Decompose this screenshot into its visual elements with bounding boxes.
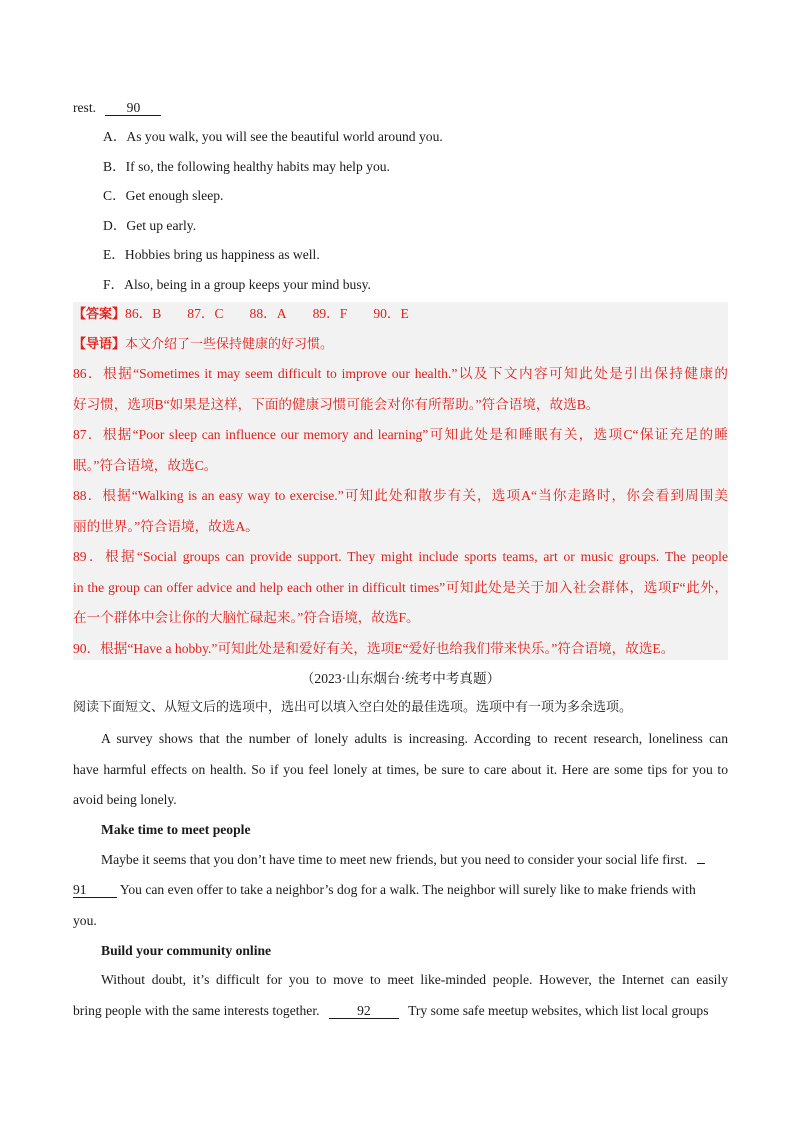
answer-label: 【答案】 bbox=[73, 307, 126, 322]
option-d: D．Get up early. bbox=[103, 218, 197, 233]
passage-intro-line3: avoid being lonely. bbox=[73, 792, 177, 807]
passage-p2-text: bring people with the same interests together. bbox=[73, 1003, 320, 1018]
blank-90: 90 bbox=[105, 100, 161, 116]
option-e: E．Hobbies bring us happiness as well. bbox=[103, 247, 320, 262]
guide-text: 本文介绍了一些保持健康的好习惯。 bbox=[125, 337, 334, 352]
explanation-88-line2: 丽的世界。”符合语境，故选A。 bbox=[73, 519, 259, 534]
previous-passage-tail bbox=[73, 98, 728, 118]
answer-item: 88．A bbox=[249, 306, 287, 321]
explanation-89-line2: in the group can offer advice and help each other in difficult times”可知此处是关于加入社会群体，选项F“此外， bbox=[73, 580, 728, 595]
passage-p1-text: You can even offer to take a neighbor’s dog for a walk. The neighbor will surely like to make friends with bbox=[119, 882, 696, 897]
explanation-86-line2: 好习惯，选项B“如果是这样，下面的健康习惯可能会对你有所帮助。”符合语境，故选B。 bbox=[73, 397, 600, 412]
option-b: B．If so, the following healthy habits may help you. bbox=[103, 159, 390, 174]
passage-p1-text: Maybe it seems that you don’t have time to meet new friends, but you need to consider your social life first. bbox=[101, 852, 688, 867]
answer-item: 90．E bbox=[373, 306, 409, 321]
answer-item: 86．B bbox=[125, 306, 162, 321]
explanation-87-line1: 87．根据“Poor sleep can influence our memory and learning”可知此处是和睡眠有关，选项C“保证充足的睡 bbox=[73, 427, 728, 442]
passage-p1-line3: you. bbox=[73, 913, 97, 928]
passage-p1-line1 bbox=[101, 850, 728, 870]
option-a: A．As you walk, you will see the beautiful world around you. bbox=[103, 129, 443, 144]
blank-91-lead bbox=[697, 863, 705, 864]
explanation-89-line1: 89．根据“Social groups can provide support. They might include sports teams, art or music groups. The people bbox=[73, 549, 728, 564]
passage-p2-text: Try some safe meetup websites, which list local groups bbox=[408, 1003, 709, 1018]
answer-section bbox=[73, 302, 728, 660]
blank-92: 92 bbox=[329, 1003, 399, 1019]
explanation-88-line1: 88．根据“Walking is an easy way to exercise.”可知此处和散步有关，选项A“当你走路时，你会看到周围美 bbox=[73, 488, 728, 503]
passage-p2-line1: Without doubt, it’s difficult for you to move to meet like-minded people. However, the Internet can easily bbox=[101, 972, 728, 987]
answer-item: 89．F bbox=[312, 306, 348, 321]
guide-label: 【导语】 bbox=[73, 337, 126, 352]
explanation-86-line1: 86．根据“Sometimes it may seem difficult to improve our health.”以及下文内容可知此处是引出保持健康的 bbox=[73, 366, 728, 381]
explanation-87-line2: 眠。”符合语境，故选C。 bbox=[73, 458, 218, 473]
passage-p2-line2 bbox=[73, 1001, 728, 1021]
section-heading-meet-people: Make time to meet people bbox=[101, 822, 251, 837]
guide-line bbox=[73, 334, 728, 355]
section-heading-community-online: Build your community online bbox=[101, 943, 272, 958]
source-citation: （2023·山东烟台·统考中考真题） bbox=[300, 671, 501, 686]
answer-line bbox=[73, 304, 728, 325]
passage-p1-line2 bbox=[73, 880, 728, 900]
blank-91: 91 bbox=[73, 882, 117, 898]
option-c: C．Get enough sleep. bbox=[103, 188, 224, 203]
passage-intro-line1: A survey shows that the number of lonely adults is increasing. According to recent research, loneliness can bbox=[101, 731, 728, 746]
instruction-text: 阅读下面短文、从短文后的选项中，选出可以填入空白处的最佳选项。选项中有一项为多余选项。 bbox=[73, 700, 633, 715]
explanation-90-line1: 90．根据“Have a hobby.”可知此处是和爱好有关，选项E“爱好也给我们带来快乐。”符合语境，故选E。 bbox=[73, 641, 675, 656]
answer-item: 87．C bbox=[187, 306, 224, 321]
previous-passage-text: rest. bbox=[73, 100, 97, 115]
explanation-89-line3: 在一个群体中会让你的大脑忙碌起来。”符合语境，故选F。 bbox=[73, 610, 420, 625]
passage-intro-line2: have harmful effects on health. So if you feel lonely at times, be sure to care about it. Here are some tips for you to bbox=[73, 762, 728, 777]
option-f: F．Also, being in a group keeps your mind busy. bbox=[103, 277, 371, 292]
